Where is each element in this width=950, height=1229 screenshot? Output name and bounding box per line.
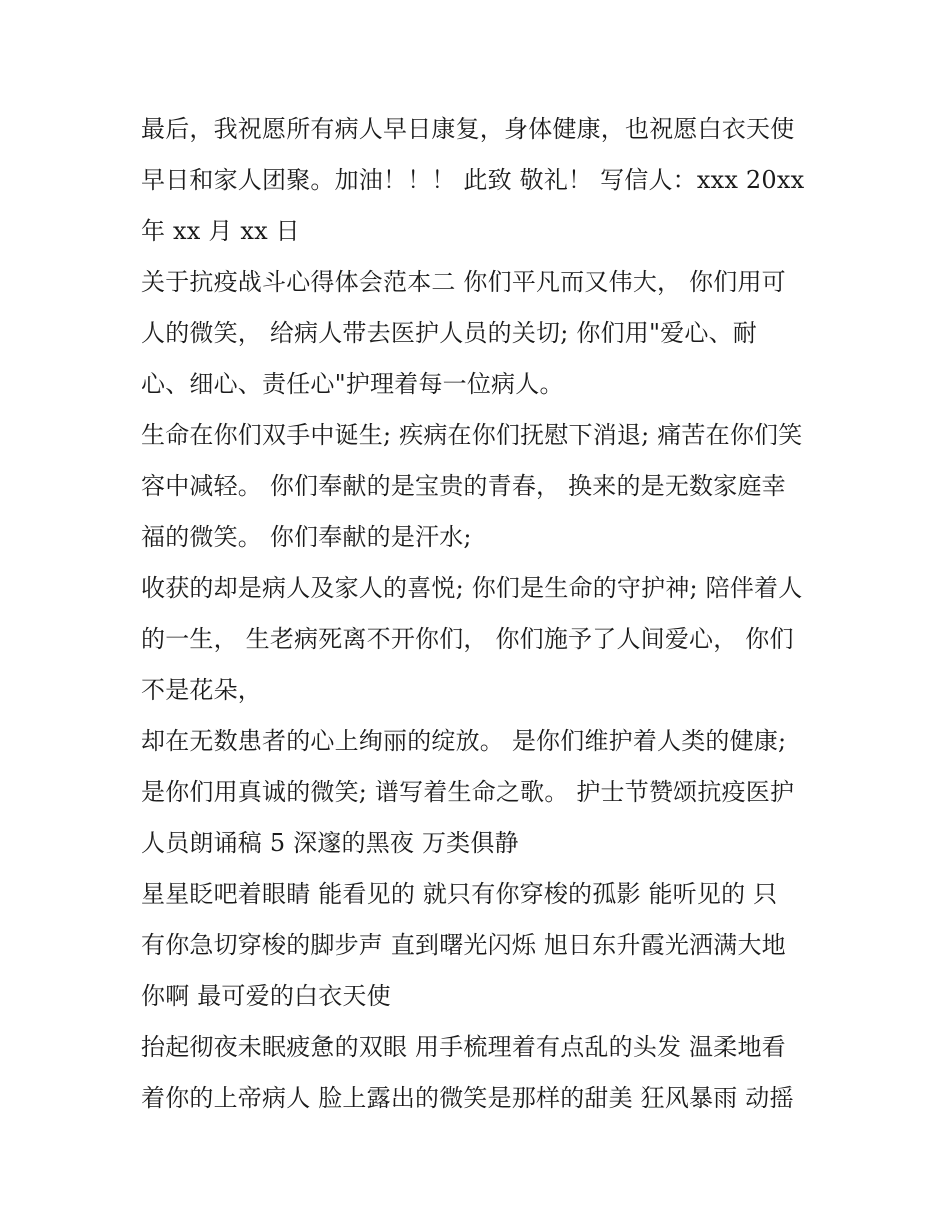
text-line: 的一生， 生老病死离不开你们， 你们施予了人间爱心， 你们 xyxy=(141,625,794,653)
text-line: 有你急切穿梭的脚步声 直到曙光闪烁 旭日东升霞光洒满大地 xyxy=(141,931,786,959)
text-line: 却在无数患者的心上绚丽的绽放。 是你们维护着人类的健康; xyxy=(141,727,787,755)
text-line: 关于抗疫战斗心得体会范本二 你们平凡而又伟大， 你们用可 xyxy=(141,268,786,296)
text-line: 最后，我祝愿所有病人早日康复，身体健康，也祝愿白衣天使 xyxy=(141,115,795,143)
text-line: 不是花朵， xyxy=(141,676,262,704)
text-line: 生命在你们双手中诞生; 疾病在你们抚慰下消退; 痛苦在你们笑 xyxy=(141,421,803,449)
text-line: 你啊 最可爱的白衣天使 xyxy=(141,982,391,1010)
text-line: 着你的上帝病人 脸上露出的微笑是那样的甜美 狂风暴雨 动摇 xyxy=(141,1084,794,1112)
text-line: 心、细心、责任心"护理着每一位病人。 xyxy=(141,370,564,398)
text-line: 福的微笑。 你们奉献的是汗水; xyxy=(141,523,472,551)
text-line: 容中减轻。 你们奉献的是宝贵的青春， 换来的是无数家庭幸 xyxy=(141,472,786,500)
text-line: 收获的却是病人及家人的喜悦; 你们是生命的守护神; 陪伴着人 xyxy=(141,574,803,602)
text-line: 年 xx 月 xx 日 xyxy=(141,217,300,245)
text-line: 抬起彻夜未眠疲惫的双眼 用手梳理着有点乱的头发 温柔地看 xyxy=(141,1033,786,1061)
text-line: 星星眨吧着眼睛 能看见的 就只有你穿梭的孤影 能听见的 只 xyxy=(141,880,778,908)
text-line: 人的微笑， 给病人带去医护人员的关切; 你们用"爱心、耐 xyxy=(141,319,757,347)
body-text xyxy=(141,104,831,1124)
text-line: 早日和家人团聚。加油！！！ 此致 敬礼！ 写信人：xxx 20xx xyxy=(141,166,805,194)
text-line: 人员朗诵稿 5 深邃的黑夜 万类俱静 xyxy=(141,829,519,857)
text-line: 是你们用真诚的微笑; 谱写着生命之歌。 护士节赞颂抗疫医护 xyxy=(141,778,795,806)
